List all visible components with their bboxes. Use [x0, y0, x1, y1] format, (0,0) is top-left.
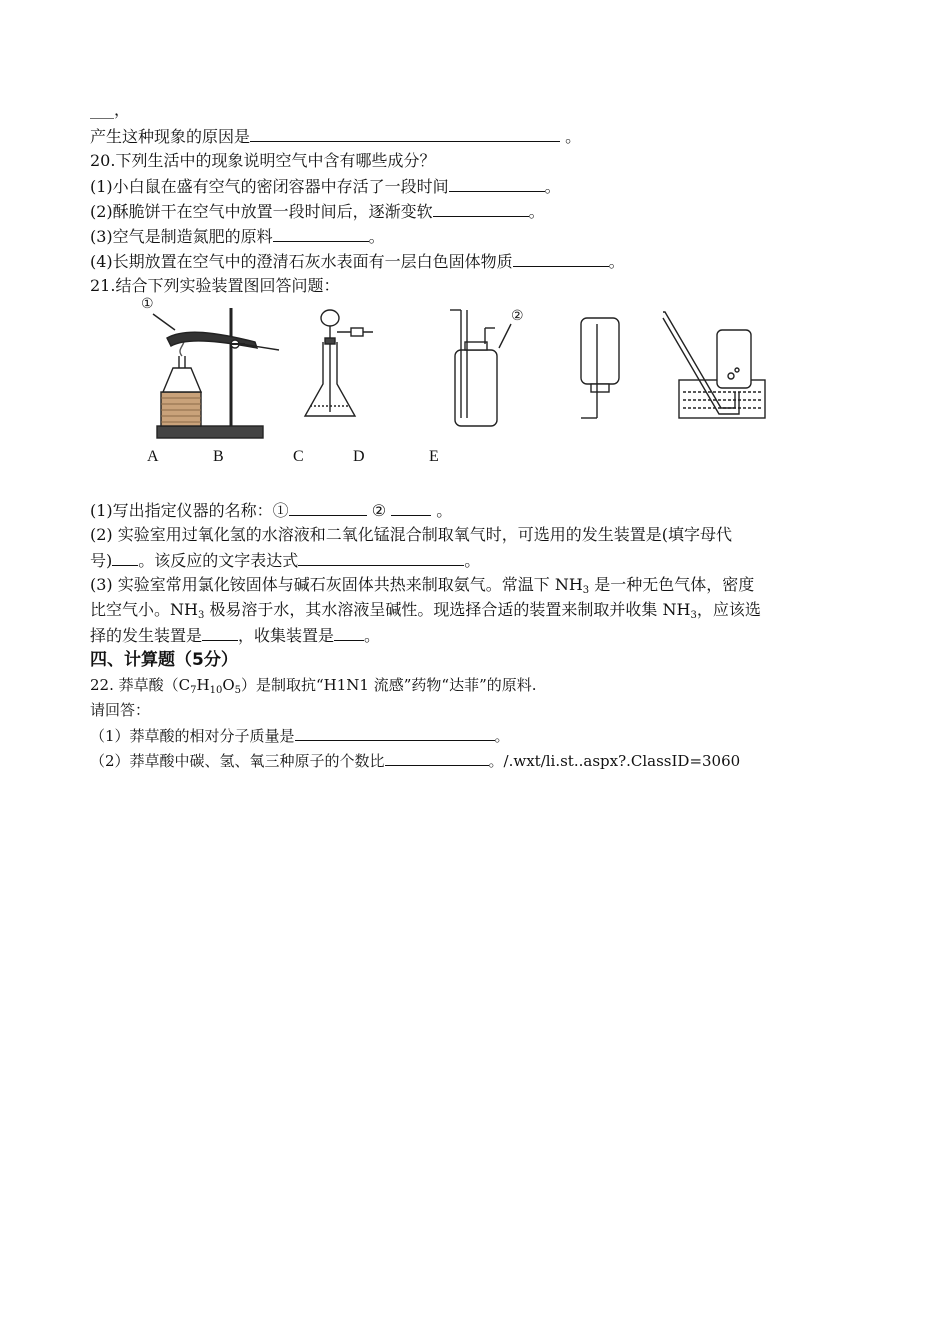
test-tube — [167, 332, 257, 348]
answer-blank[interactable] — [112, 548, 138, 566]
separatory-funnel — [321, 310, 339, 326]
question-20-title: 20.下列生活中的现象说明空气中含有哪些成分？ — [90, 151, 436, 170]
apparatus-drawing — [141, 296, 785, 488]
inverted-bottle — [581, 318, 619, 384]
question-21-3b: 比空气小。$NH_3$ 极易溶于水，其水溶液呈碱性。现选择合适的装置来制取并收集 $NH_3$，应该选 — [90, 600, 761, 621]
wooden-block — [161, 392, 201, 426]
section-heading: 四、计算题（5分） — [90, 650, 238, 670]
answer-blank[interactable] — [391, 498, 431, 516]
answer-blank[interactable] — [295, 723, 495, 741]
question-22-2: （2）莽草酸中碳、氢、氧三种原子的个数比 。/.wxt/li.st..aspx?.ClassID=3060 — [90, 748, 740, 772]
question-text: 产生这种现象的原因是 — [90, 127, 251, 146]
label-c: C — [293, 448, 304, 465]
question-20-3: (3)空气是制造氮肥的原料 。 — [90, 224, 385, 248]
question-20-2: (2)酥脆饼干在空气中放置一段时间后，逐渐变软 。 — [90, 199, 545, 223]
text-line — [90, 98, 130, 122]
label-a: A — [147, 448, 159, 465]
label-b: B — [213, 448, 224, 465]
answer-blank[interactable] — [298, 548, 464, 566]
question-21-3c: 择的发生装置是 ，收集装置是 。 — [90, 623, 380, 647]
question-20-4: (4)长期放置在空气中的澄清石灰水表面有一层白色固体物质 。 — [90, 249, 625, 273]
answer-blank[interactable] — [433, 199, 529, 217]
label-d: D — [353, 448, 365, 465]
answer-blank[interactable] — [273, 224, 369, 242]
answer-blank[interactable] — [289, 498, 367, 516]
question-20-1: (1)小白鼠在盛有空气的密闭容器中存活了一段时间 。 — [90, 174, 561, 198]
question-21-2a: (2) 实验室用过氧化氢的水溶液和二氧化锰混合制取氧气时，可选用的发生装置是(填字母代 — [90, 525, 732, 544]
question-21-3a: (3) 实验室常用氯化铵固体与碱石灰固体共热来制取氨气。常温下 $NH_3$ 是一种无色气体，密度 — [90, 575, 755, 596]
question-22-prompt: 请回答： — [90, 701, 151, 719]
collection-jar — [717, 330, 751, 388]
text-line — [90, 124, 581, 148]
question-21-1: (1)写出指定仪器的名称：① ② 。 — [90, 498, 452, 522]
question-22-1: （1）莽草酸的相对分子质量是 。 — [90, 723, 510, 747]
question-21-title: 21.结合下列实验装置图回答问题： — [90, 276, 340, 295]
question-22: 22. 莽草酸$(C_7H_{10}O_5)$是制取抗“H1N1 流感”药物“达菲”的原料. — [90, 676, 537, 696]
label-e: E — [429, 448, 439, 465]
alcohol-lamp — [163, 368, 201, 392]
stand-base — [157, 426, 263, 438]
answer-blank[interactable] — [334, 623, 364, 641]
question-21-2b: 号) 。该反应的文字表达式 。 — [90, 548, 480, 572]
blank-fragment: ___， — [90, 100, 131, 119]
answer-blank[interactable] — [449, 174, 545, 192]
answer-blank[interactable] — [513, 249, 609, 267]
answer-blank[interactable] — [202, 623, 238, 641]
marker-1: ① — [141, 296, 154, 312]
marker-2: ② — [511, 308, 524, 324]
apparatus-figure — [141, 296, 785, 488]
answer-blank[interactable] — [250, 124, 560, 142]
answer-blank[interactable] — [385, 748, 489, 766]
punctuation: 。 — [565, 127, 582, 146]
